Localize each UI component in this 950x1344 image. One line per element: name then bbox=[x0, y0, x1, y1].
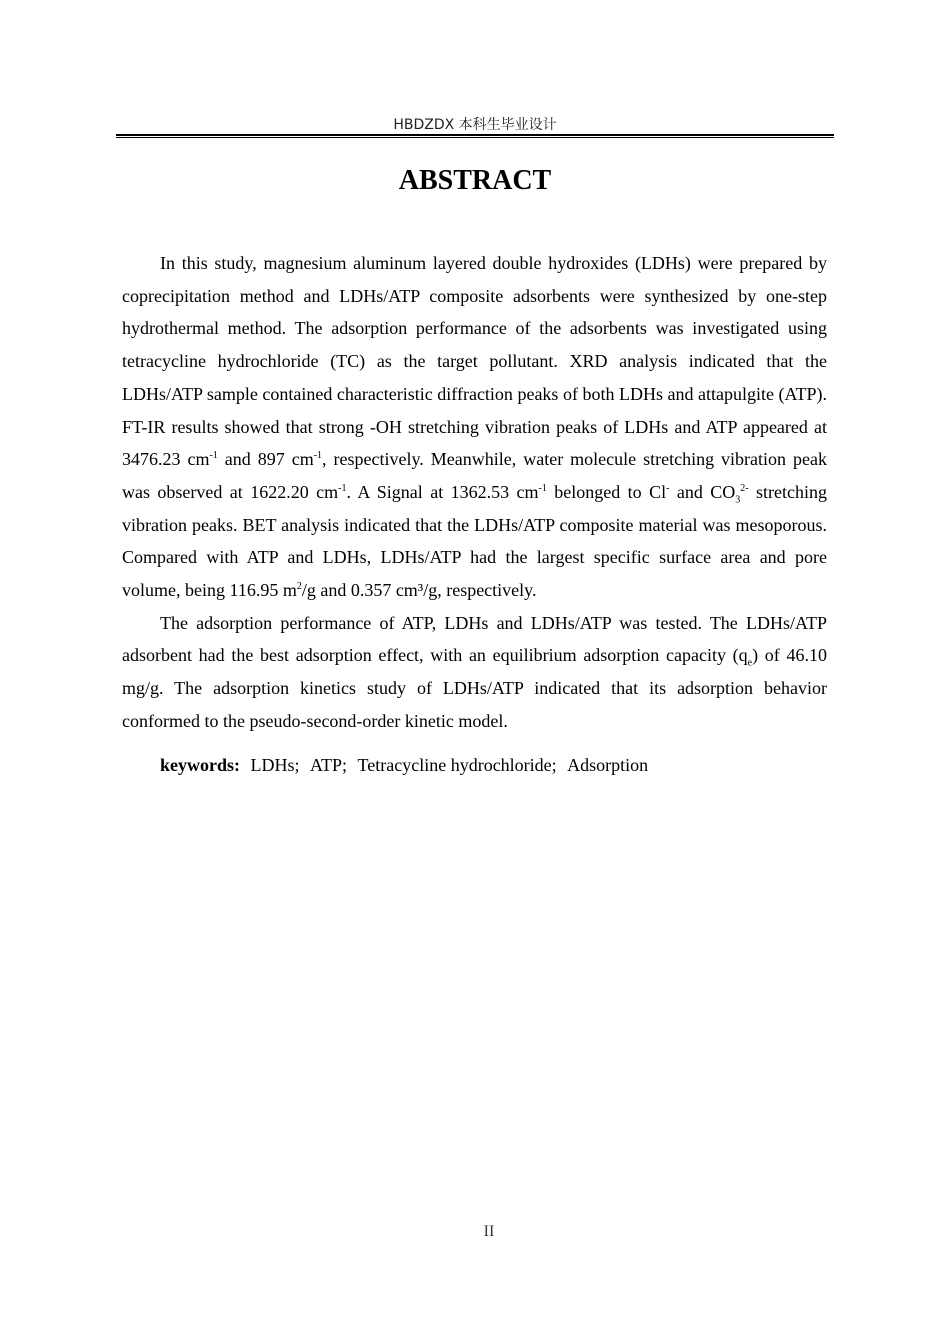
p1-sup-6: 2- bbox=[740, 482, 749, 494]
p1-text-5: belonged to Cl bbox=[546, 481, 667, 502]
abstract-paragraph-1 bbox=[122, 247, 827, 607]
p1-sub-6: 3 bbox=[735, 494, 741, 506]
p2-text-1: The adsorption performance of ATP, LDHs and LDHs/ATP was tested. The LDHs/ATP adsorbent had the best adsorption effect, with an equilibrium adsorption capacity (q bbox=[122, 612, 827, 666]
abstract-body bbox=[122, 247, 827, 738]
p1-sup-4: -1 bbox=[538, 482, 547, 494]
p1-text-4: . A Signal at 1362.53 cm bbox=[346, 481, 539, 502]
keyword-item: LDHs; bbox=[250, 755, 300, 775]
p1-text-2: and 897 cm bbox=[217, 449, 314, 470]
p2-sub-1: e bbox=[747, 658, 753, 670]
p1-sup-1: -1 bbox=[209, 450, 218, 462]
p1-text-1: In this study, magnesium aluminum layered double hydroxides (LDHs) were prepared by coprecipitation method and LDHs/ATP composite adsorbents were synthesized by one-step hydrothermal method. The adsorption performance of the adsorbents was investigated using tetracycline hydrochloride (TC) as the target pollutant. XRD analysis indicated that the LDHs/ATP sample contained characteristic diffraction peaks of both LDHs and attapulgite (ATP). FT-IR results showed that strong -OH stretching vibration peaks of LDHs and ATP appeared at 3476.23 cm bbox=[122, 253, 827, 470]
p1-sup-3: -1 bbox=[338, 482, 347, 494]
p1-sup-5: - bbox=[666, 482, 670, 494]
p1-text-7: stretching vibration peaks. BET analysis indicated that the LDHs/ATP composite material was mesoporous. Compared with ATP and LDHs, LDHs/ATP had the largest specific surface area and pore volume, being 116.95 m bbox=[122, 481, 828, 601]
abstract-paragraph-2 bbox=[122, 607, 827, 738]
p2-text-2: ) of 46.10 mg/g. The adsorption kinetics study of LDHs/ATP indicated that its adsorption behavior conformed to the pseudo-second-order kinetic model. bbox=[122, 645, 827, 731]
keyword-item: Tetracycline hydrochloride; bbox=[357, 755, 557, 775]
keywords-line bbox=[160, 751, 827, 779]
p1-sup-2: -1 bbox=[313, 450, 323, 462]
p1-text-6: and CO bbox=[669, 481, 736, 502]
p1-text-8: /g and 0.357 cm³/g, respectively. bbox=[301, 580, 537, 601]
keyword-item: Adsorption bbox=[567, 755, 649, 775]
page-number: II bbox=[483, 1223, 495, 1240]
running-header: HBDZDX 本科生毕业设计 bbox=[393, 117, 557, 133]
keywords-label: keywords: bbox=[160, 755, 240, 775]
header-rule-thick bbox=[116, 134, 834, 136]
header-rule-thin bbox=[116, 137, 834, 138]
keyword-item: ATP; bbox=[310, 755, 348, 775]
p1-text-3: , respectively. Meanwhile, water molecule stretching vibration peak was observed at 1622.20 cm bbox=[122, 449, 827, 502]
abstract-title: ABSTRACT bbox=[398, 165, 552, 196]
p1-sup-7: 2 bbox=[296, 581, 302, 593]
